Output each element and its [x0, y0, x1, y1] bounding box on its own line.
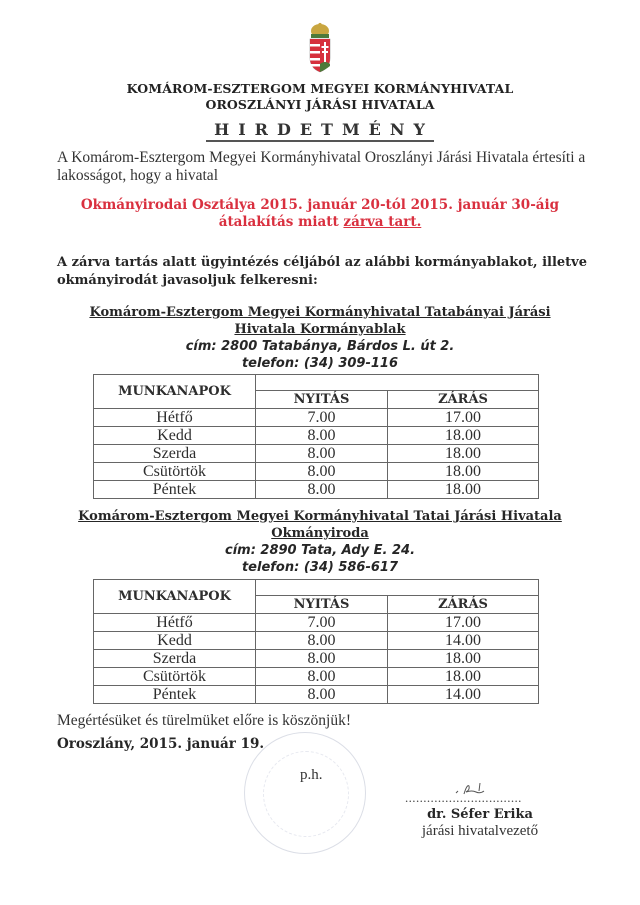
opening-hours-table-tatabanya [93, 374, 539, 499]
open-cell: 8.00 [256, 427, 388, 445]
closure-notice-line1: Okmányirodai Osztálya 2015. január 20-tól 2015. január 30-áig [80, 197, 560, 213]
day-cell: Kedd [94, 632, 256, 650]
close-cell: 17.00 [388, 409, 539, 427]
header-workdays: MUNKANAPOK [94, 375, 256, 409]
org-name-line1: KOMÁROM-ESZTERGOM MEGYEI KORMÁNYHIVATAL [126, 81, 514, 96]
day-cell: Szerda [94, 650, 256, 668]
closure-notice-emphasis: zárva tart. [343, 214, 422, 230]
table-row [94, 650, 539, 668]
day-cell: Szerda [94, 445, 256, 463]
table-row [94, 614, 539, 632]
hungarian-coat-of-arms-icon [306, 22, 334, 74]
opening-hours-table-tata [93, 579, 539, 704]
office-address: cím: 2890 Tata, Ady E. 24. [224, 543, 416, 558]
header-close: ZÁRÁS [388, 596, 539, 614]
stamp-place-label: p.h. [300, 767, 323, 783]
stamp-inner-ring [263, 751, 349, 837]
open-cell: 8.00 [256, 632, 388, 650]
header-workdays: MUNKANAPOK [94, 580, 256, 614]
org-name-line2: OROSZLÁNYI JÁRÁSI HIVATALA [205, 97, 435, 112]
close-cell: 14.00 [388, 632, 539, 650]
intro-paragraph: A Komárom-Esztergom Megyei Kormányhivatal Oroszlányi Járási Hivatala értesíti a lakosságot, hogy a hivatal [57, 149, 586, 184]
open-cell: 8.00 [256, 650, 388, 668]
office-name-line2: Okmányiroda [271, 526, 369, 541]
open-cell: 8.00 [256, 686, 388, 704]
signature-line: ................................ [405, 790, 522, 805]
day-cell: Csütörtök [94, 463, 256, 481]
office-tata [0, 508, 640, 576]
table-row [94, 463, 539, 481]
closure-notice-line2: átalakítás miatt zárva tart. [218, 214, 422, 230]
table-row [94, 427, 539, 445]
day-cell: Péntek [94, 686, 256, 704]
day-cell: Hétfő [94, 409, 256, 427]
close-cell: 18.00 [388, 481, 539, 499]
date-line: Oroszlány, 2015. január 19. [57, 736, 265, 752]
table-row [94, 686, 539, 704]
advice-paragraph: A zárva tartás alatt ügyintézés céljából az alábbi kormányablakot, illetve okmányirodát javasoljuk felkeresni: [57, 255, 587, 288]
office-name-line1: Komárom-Esztergom Megyei Kormányhivatal Tatai Járási Hivatala [78, 509, 562, 524]
close-cell: 18.00 [388, 445, 539, 463]
table-row [94, 632, 539, 650]
signer-title: járási hivatalvezető [421, 823, 539, 839]
header-blank [256, 375, 539, 391]
office-phone: telefon: (34) 309-116 [241, 356, 399, 371]
office-phone: telefon: (34) 586-617 [241, 560, 399, 575]
open-cell: 8.00 [256, 481, 388, 499]
open-cell: 8.00 [256, 445, 388, 463]
day-cell: Péntek [94, 481, 256, 499]
open-cell: 7.00 [256, 614, 388, 632]
close-cell: 18.00 [388, 650, 539, 668]
office-name-line2: Hivatala Kormányablak [234, 322, 406, 337]
official-stamp-icon [244, 732, 366, 854]
close-cell: 14.00 [388, 686, 539, 704]
day-cell: Csütörtök [94, 668, 256, 686]
signer-name: dr. Séfer Erika [427, 807, 533, 822]
day-cell: Hétfő [94, 614, 256, 632]
header-close: ZÁRÁS [388, 391, 539, 409]
office-name-line1: Komárom-Esztergom Megyei Kormányhivatal Tatabányai Járási [89, 305, 551, 320]
open-cell: 7.00 [256, 409, 388, 427]
table-row [94, 409, 539, 427]
table-row [94, 668, 539, 686]
day-cell: Kedd [94, 427, 256, 445]
table-row [94, 445, 539, 463]
table-row [94, 481, 539, 499]
open-cell: 8.00 [256, 668, 388, 686]
office-tatabanya [0, 304, 640, 372]
close-cell: 17.00 [388, 614, 539, 632]
office-address: cím: 2800 Tatabánya, Bárdos L. út 2. [185, 339, 455, 354]
close-cell: 18.00 [388, 668, 539, 686]
thanks-text: Megértésüket és türelmüket előre is köszönjük! [57, 712, 351, 729]
document-title: HIRDETMÉNY [0, 120, 640, 139]
header-open: NYITÁS [256, 391, 388, 409]
open-cell: 8.00 [256, 463, 388, 481]
header-blank [256, 580, 539, 596]
close-cell: 18.00 [388, 427, 539, 445]
header-open: NYITÁS [256, 596, 388, 614]
close-cell: 18.00 [388, 463, 539, 481]
